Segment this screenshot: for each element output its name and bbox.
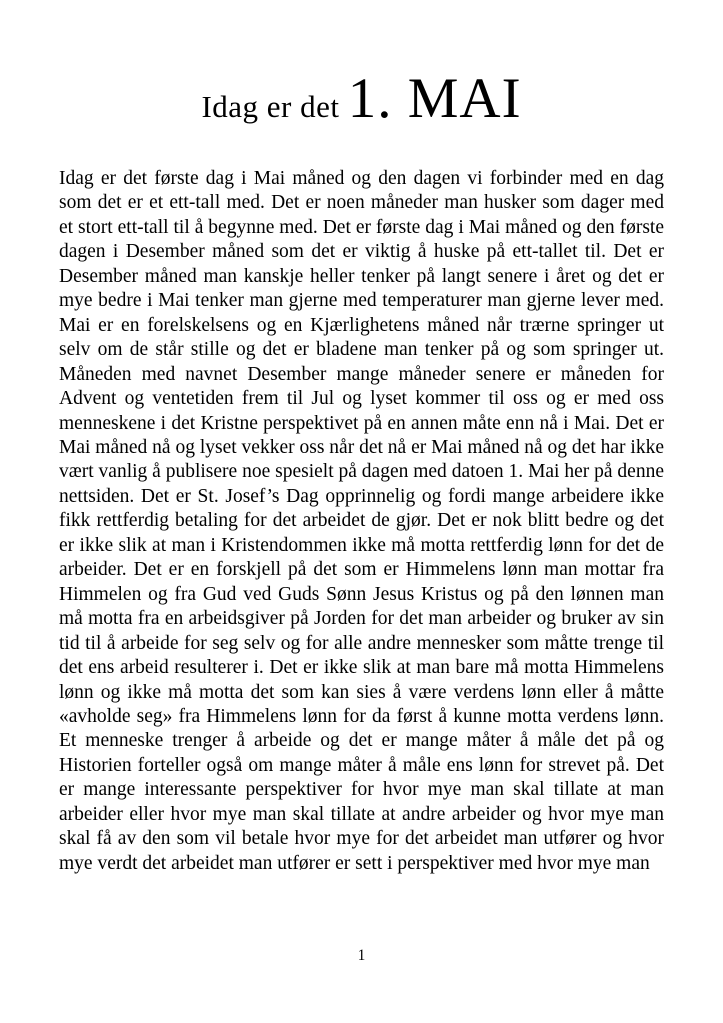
- page-number: 1: [357, 947, 366, 964]
- page-title-prefix: Idag er det: [201, 89, 348, 124]
- page-title: [0, 66, 723, 131]
- body-paragraph: Idag er det første dag i Mai måned og den dagen vi forbinder med en dag som det er et ett-tall med. Det er noen måneder man husker som dager med et stort ett-tall til å begynne med. Det er første dag i Mai måned og den første dagen i Desember måned som det er viktig å huske på ett-tallet til. Det er Desember måned man kanskje heller tenker på langt senere i året og det er mye bedre i Mai tenker man gjerne med temperaturer man gjerne lever med. Mai er en forelskelsens og en Kjærlighetens måned når trærne springer ut selv om de står stille og det er bladene man tenker på og som springer ut. Måneden med navnet Desember mange måneder senere er måneden for Advent og ventetiden frem til Jul og lyset kommer til oss og er med oss menneskene i det Kristne perspektivet på en annen måte enn nå i Mai. Det er Mai måned nå og lyset vekker oss når det nå er Mai måned nå og det har ikke vært vanlig å publisere noe spesielt på dagen med datoen 1. Mai her på denne nettsiden. Det er St. Josef’s Dag opprinnelig og fordi mange arbeidere ikke fikk rettferdig betaling for det arbeidet de gjør. Det er nok blitt bedre og det er ikke slik at man i Kristendommen ikke må motta rettferdig lønn for det de arbeider. Det er en forskjell på det som er Himmelens lønn man mottar fra Himmelen og fra Gud ved Guds Sønn Jesus Kristus og på den lønnen man må motta fra en arbeidsgiver på Jorden for det man arbeider og bruker av sin tid til å arbeide for seg selv og for alle andre mennesker som måtte trenge til det ens arbeid resulterer i. Det er ikke slik at man bare må motta Himmelens lønn og ikke må motta det som kan sies å være verdens lønn eller å måtte «avholde seg» fra Himmelens lønn for da først å kunne motta verdens lønn. Et menneske trenger å arbeide og det er mange måter å måle det på og Historien forteller også om mange måter å måle ens lønn for strevet på. Det er mange interessante perspektiver for hvor mye man skal tillate at man arbeider eller hvor mye man skal tillate at andre arbeider og hvor mye man skal få av den som vil betale hvor mye for det arbeidet man utfører og hvor mye verdt det arbeidet man utfører er sett i perspektiver med hvor mye man: [59, 168, 664, 874]
- page-title-main: 1. MAI: [347, 67, 522, 130]
